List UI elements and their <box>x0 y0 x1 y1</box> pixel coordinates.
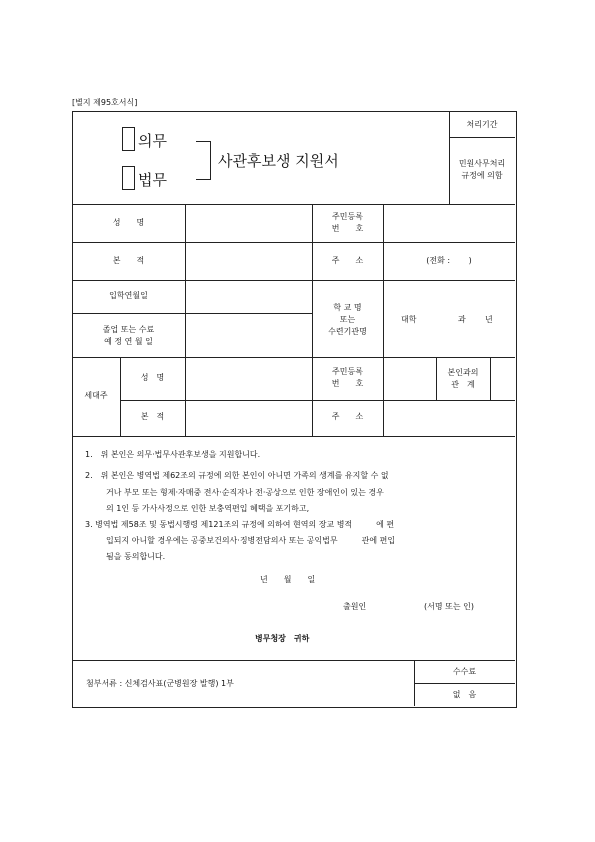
processing-period-label: 처리기간 <box>466 120 498 129</box>
admission-date-label: 입학연월일 <box>109 291 148 300</box>
graduation-date-label-1: 졸업 또는 수료 <box>102 325 155 334</box>
household-name-label: 성 명 <box>140 373 165 382</box>
statement-3-line-2: 입되지 아니할 경우에는 공중보건의사·징병전담의사 또는 공익법무 관에 편입 <box>106 536 396 545</box>
name-field[interactable] <box>186 205 311 241</box>
divider <box>436 357 437 400</box>
divider <box>414 683 515 684</box>
domicile-label: 본 적 <box>112 256 145 265</box>
graduation-date-label-2: 예 정 연 월 일 <box>104 337 153 346</box>
fee-label: 수수료 <box>452 667 477 676</box>
address-label: 주 소 <box>331 256 364 265</box>
domicile-field[interactable] <box>186 243 311 279</box>
resident-number-label-2: 번 호 <box>331 224 364 233</box>
school-label-3: 수련기관명 <box>328 327 367 336</box>
fee-value: 없 음 <box>452 690 477 699</box>
relation-label-2: 관 계 <box>451 380 475 389</box>
resident-number-label-1: 주민등록 <box>332 212 363 221</box>
signature-label: (서명 또는 인) <box>424 602 474 611</box>
form-number-label: [별지 제95호서식] <box>72 98 138 107</box>
relation-label-1: 본인과의 <box>447 368 479 377</box>
option-legal-checkbox[interactable] <box>122 166 135 190</box>
applicant-label: 출원인 <box>343 602 367 611</box>
relation-field[interactable] <box>491 358 514 399</box>
resident-number-field[interactable] <box>384 205 514 241</box>
household-address-field[interactable] <box>384 401 514 435</box>
date-line: 년 월 일 <box>260 575 316 584</box>
name-label: 성 명 <box>112 218 145 227</box>
applicant-name-field[interactable] <box>376 598 421 614</box>
processing-period-value-2: 규정에 의함 <box>461 171 503 180</box>
household-name-field[interactable] <box>186 358 311 399</box>
department-label: 과 <box>458 315 466 324</box>
option-medical-checkbox[interactable] <box>122 127 135 151</box>
option-legal-label: 법무 <box>138 171 167 189</box>
statement-3-line-3: 됨을 동의합니다. <box>106 552 166 561</box>
statement-2-line-1: 2. 위 본인은 병역법 제62조의 규정에 의한 본인이 아니면 가족의 생계를 유지할 수 없 <box>85 471 389 480</box>
processing-period-value-1: 민원사무처리 <box>458 159 506 168</box>
option-medical-label: 의무 <box>138 132 167 150</box>
household-resident-field[interactable] <box>384 358 435 399</box>
divider <box>72 436 515 437</box>
divider <box>449 137 515 138</box>
graduation-date-field[interactable] <box>186 314 311 356</box>
year-label: 년 <box>485 315 493 324</box>
household-resident-label-1: 주민등록 <box>332 367 363 376</box>
admission-date-field[interactable] <box>186 281 311 312</box>
statement-2-line-3: 의 1인 등 가사사정으로 인한 보충역편입 혜택을 포기하고, <box>106 504 310 513</box>
recipient-label: 병무청장 귀하 <box>255 634 310 643</box>
household-head-label: 세대주 <box>84 391 108 400</box>
divider <box>120 357 121 436</box>
divider <box>72 660 515 661</box>
household-resident-label-2: 번 호 <box>331 379 364 388</box>
statement-1: 1. 위 본인은 의무·법무사관후보생을 지원합니다. <box>85 450 261 459</box>
school-label-1: 학 교 명 <box>333 303 362 312</box>
statement-2-line-2: 거나 부모 또는 형제·자매중 전사·순직자나 전·공상으로 인한 장애인이 있는 경우 <box>106 488 384 497</box>
option-bracket <box>196 141 211 180</box>
household-domicile-field[interactable] <box>186 401 311 435</box>
statement-3-line-1: 3. 병역법 제58조 및 동법시행령 제121조의 규정에 의하여 현역의 장교 병적 에 편 <box>85 520 395 529</box>
university-label: 대학 <box>401 315 417 324</box>
attachments-label: 첨부서류 : 신체검사표(군병원장 발행) 1부 <box>86 679 234 688</box>
household-address-label: 주 소 <box>331 412 364 421</box>
school-label-2: 또는 <box>339 315 356 324</box>
phone-label: (전화 : ) <box>426 256 472 265</box>
household-domicile-label: 본 적 <box>140 412 165 421</box>
form-title: 사관후보생 지원서 <box>218 152 339 170</box>
